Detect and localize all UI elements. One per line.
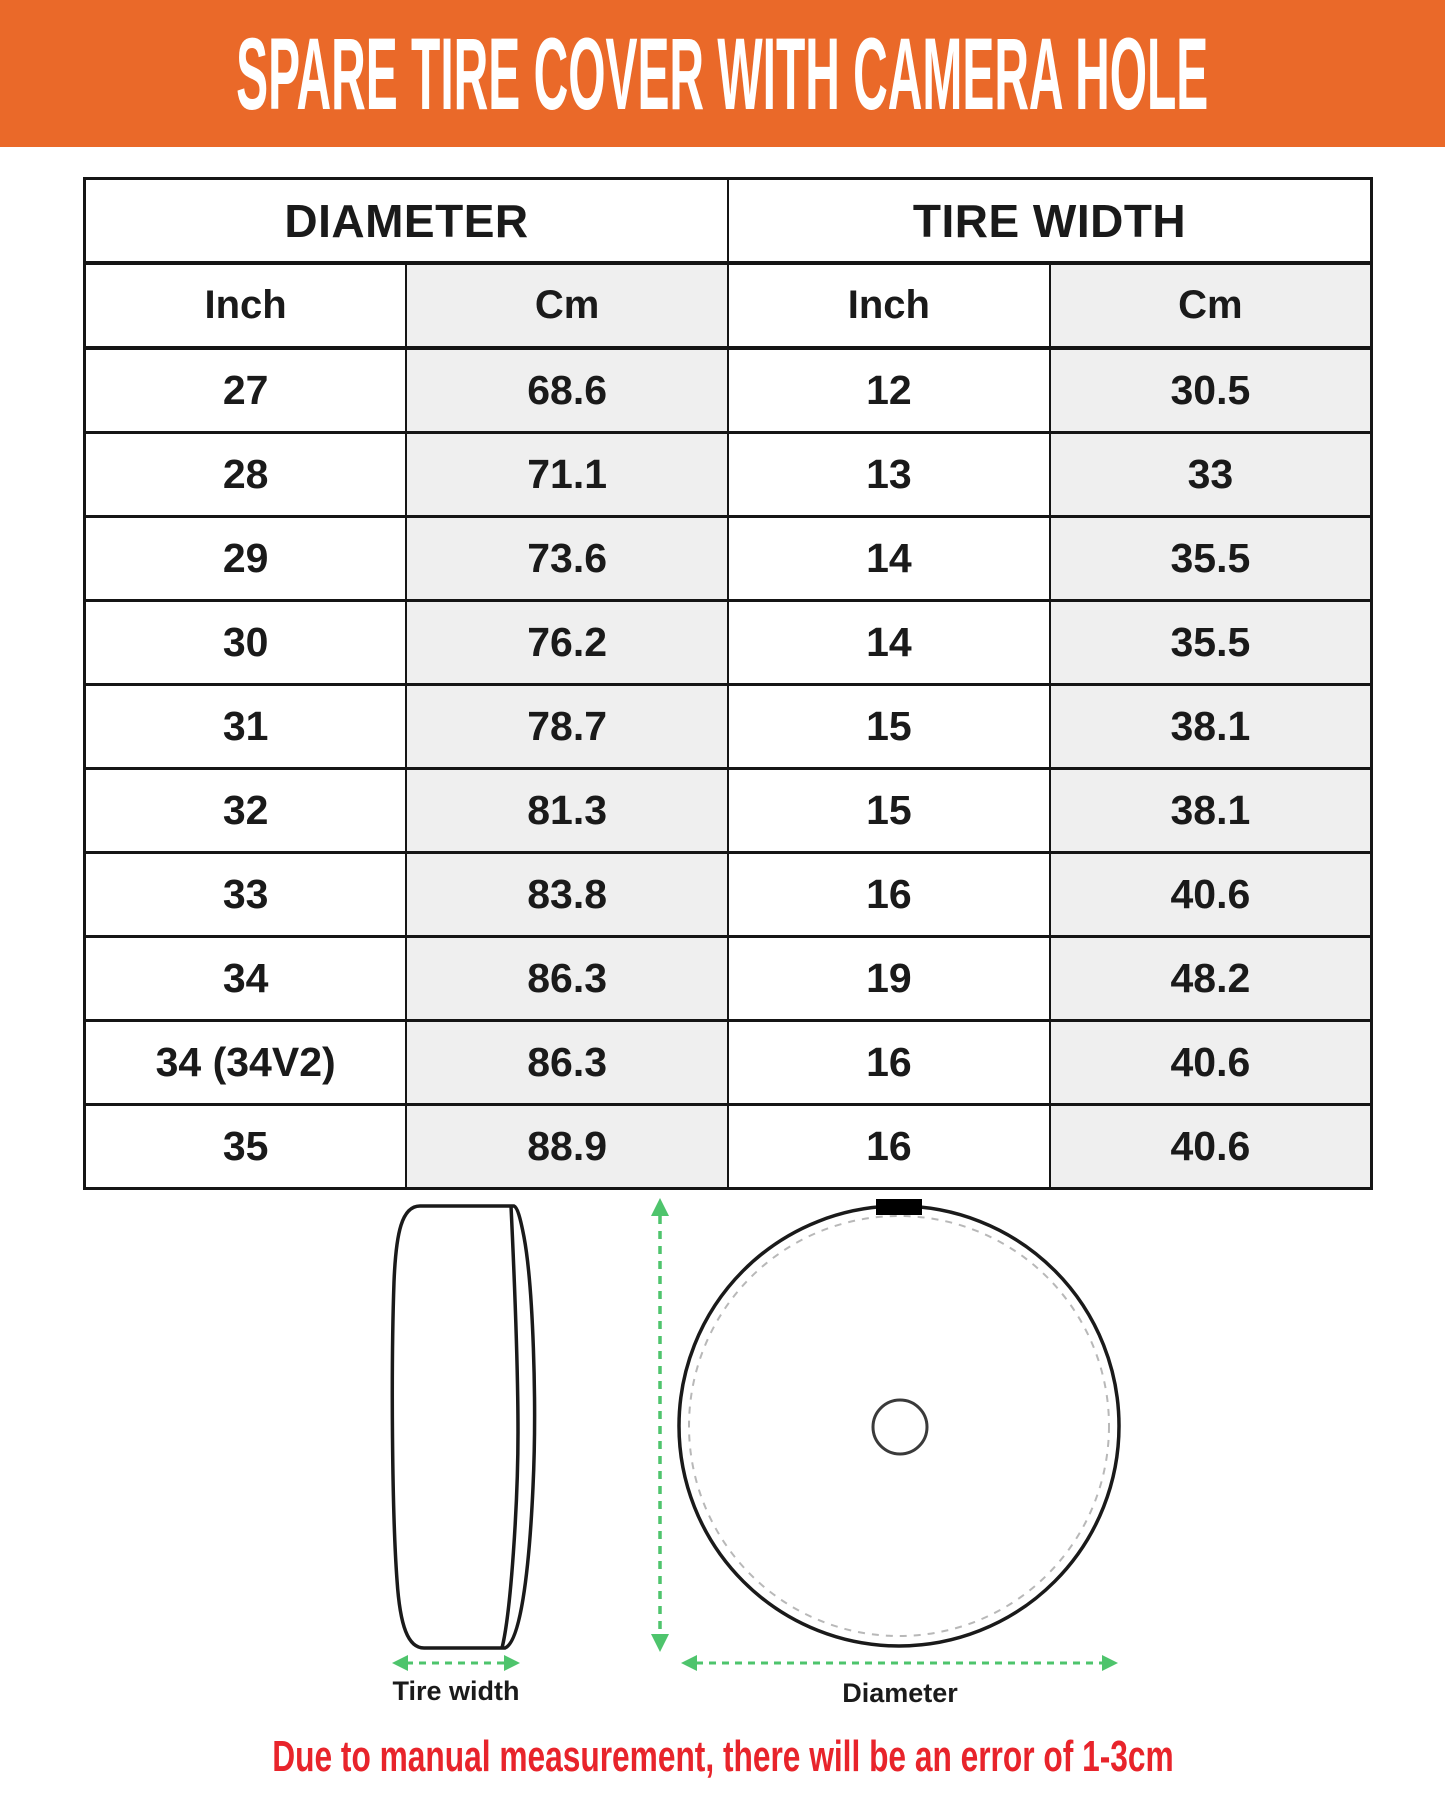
table-row xyxy=(85,348,1372,433)
table-row xyxy=(85,601,1372,685)
arrow-down-icon xyxy=(651,1634,669,1652)
column-header-diameter-inch: Inch xyxy=(85,263,407,348)
table-cell: 28 xyxy=(85,433,407,517)
table-subheader-row xyxy=(85,263,1372,348)
table-cell: 30 xyxy=(85,601,407,685)
table-cell: 35.5 xyxy=(1050,601,1372,685)
table-cell: 29 xyxy=(85,517,407,601)
table-cell: 83.8 xyxy=(406,853,728,937)
arrow-left-icon xyxy=(681,1655,697,1671)
measurement-note-text: Due to manual measurement, there will be an error of 1-3cm xyxy=(271,1732,1174,1781)
table-cell: 86.3 xyxy=(406,1021,728,1105)
table-cell: 14 xyxy=(728,601,1050,685)
table-cell: 78.7 xyxy=(406,685,728,769)
table-cell: 76.2 xyxy=(406,601,728,685)
table-cell: 48.2 xyxy=(1050,937,1372,1021)
table-cell: 34 xyxy=(85,937,407,1021)
banner xyxy=(0,0,1445,147)
measurement-note xyxy=(0,1732,1445,1782)
table-row xyxy=(85,937,1372,1021)
table-row xyxy=(85,517,1372,601)
group-header-tire-width: TIRE WIDTH xyxy=(728,179,1372,264)
table-cell: 88.9 xyxy=(406,1105,728,1189)
table-cell: 40.6 xyxy=(1050,1105,1372,1189)
table-cell: 33 xyxy=(1050,433,1372,517)
table-row xyxy=(85,1021,1372,1105)
table-cell: 31 xyxy=(85,685,407,769)
table-cell: 38.1 xyxy=(1050,769,1372,853)
table-cell: 32 xyxy=(85,769,407,853)
table-cell: 14 xyxy=(728,517,1050,601)
table-cell: 30.5 xyxy=(1050,348,1372,433)
table-cell: 71.1 xyxy=(406,433,728,517)
table-cell: 15 xyxy=(728,769,1050,853)
table-row xyxy=(85,685,1372,769)
table-cell: 16 xyxy=(728,1105,1050,1189)
table-cell: 68.6 xyxy=(406,348,728,433)
table-cell: 19 xyxy=(728,937,1050,1021)
arrow-right-icon xyxy=(504,1655,520,1671)
table-cell: 81.3 xyxy=(406,769,728,853)
arrow-left-icon xyxy=(392,1655,408,1671)
camera-notch xyxy=(876,1199,922,1215)
table-cell: 73.6 xyxy=(406,517,728,601)
column-header-width-cm: Cm xyxy=(1050,263,1372,348)
group-header-diameter: DIAMETER xyxy=(85,179,729,264)
table-cell: 40.6 xyxy=(1050,853,1372,937)
camera-hole xyxy=(873,1400,927,1454)
tire-diagram xyxy=(330,1180,1190,1680)
table-cell: 33 xyxy=(85,853,407,937)
table-cell: 13 xyxy=(728,433,1050,517)
column-header-diameter-cm: Cm xyxy=(406,263,728,348)
arrow-right-icon xyxy=(1102,1655,1118,1671)
table-cell: 16 xyxy=(728,853,1050,937)
table-row xyxy=(85,433,1372,517)
page-title: SPARE TIRE COVER WITH CAMERA HOLE xyxy=(236,16,1209,131)
table-cell: 34 (34V2) xyxy=(85,1021,407,1105)
table-cell: 35 xyxy=(85,1105,407,1189)
table-cell: 16 xyxy=(728,1021,1050,1105)
table-cell: 86.3 xyxy=(406,937,728,1021)
tire-width-label: Tire width xyxy=(392,1676,520,1706)
table-cell: 12 xyxy=(728,348,1050,433)
table-row xyxy=(85,769,1372,853)
diameter-label: Diameter xyxy=(842,1678,958,1708)
table-cell: 15 xyxy=(728,685,1050,769)
table-cell: 35.5 xyxy=(1050,517,1372,601)
table-row xyxy=(85,853,1372,937)
size-table-container xyxy=(83,177,1373,1169)
table-cell: 38.1 xyxy=(1050,685,1372,769)
table-row xyxy=(85,1105,1372,1189)
column-header-width-inch: Inch xyxy=(728,263,1050,348)
table-cell: 27 xyxy=(85,348,407,433)
table-cell: 40.6 xyxy=(1050,1021,1372,1105)
size-table xyxy=(83,177,1373,1190)
table-group-header-row xyxy=(85,179,1372,264)
arrow-up-icon xyxy=(651,1198,669,1216)
